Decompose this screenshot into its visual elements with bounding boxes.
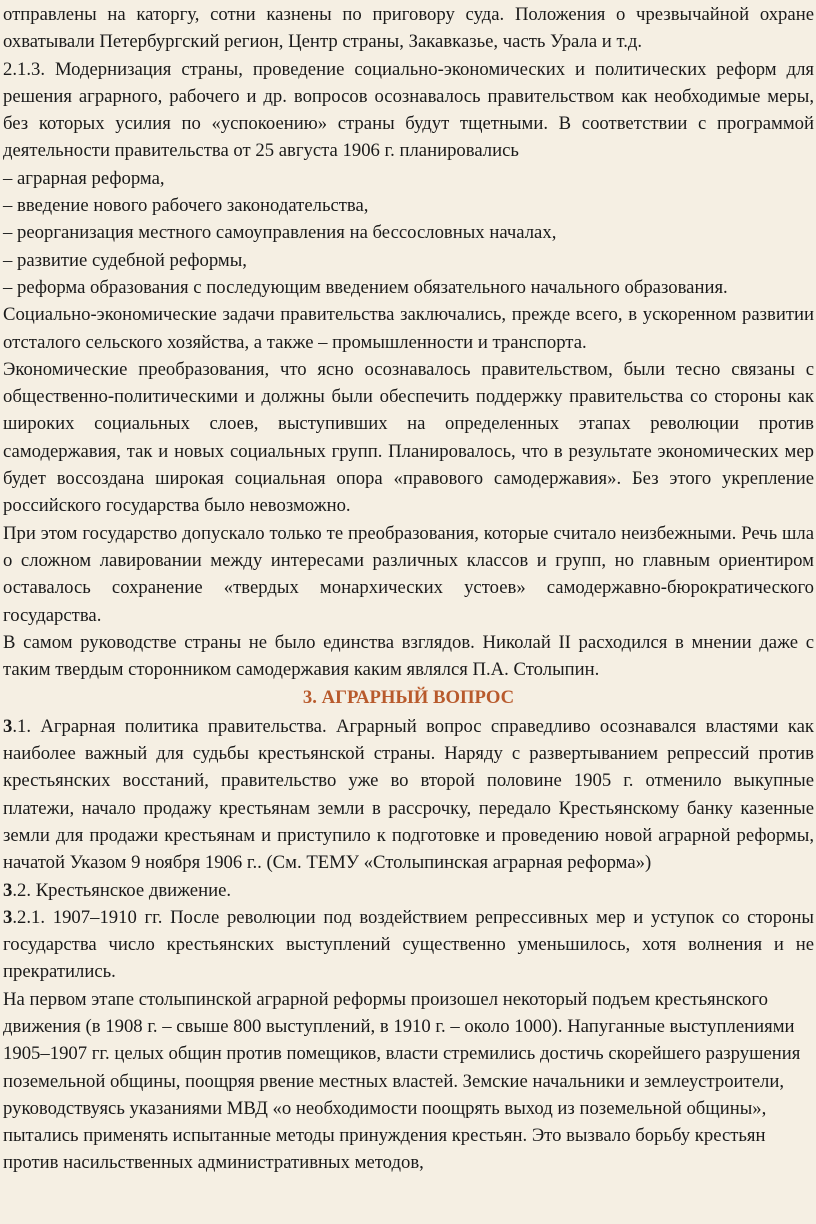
paragraph: На первом этапе столыпинской аграрной реформы произошел некоторый подъем крестьянского движения (в 1908 г. – свыше 800 выступлений, в 1910 г. – около 1000). Напуганные выступлениями 1905–1907 гг. целых общин против помещиков, власти стремились достичь скорейшего разрушения поземельной общины, поощряя рвение местных властей. Земские начальники и землеустроители, руководствуясь указаниями МВД «о необходимости поощрять выход из поземельной общины», пытались применять испытанные методы принуждения крестьян. Это вызвало борьбу крестьян против насильственных административных методов, [3, 988, 801, 1174]
paragraph: Экономические преобразования, что ясно осознавалось правительством, были тесно связаны с общественно-политическими и должны были обеспечить поддержку правительства со стороны как широких социальных слоев, выступивших на определенных этапах революции против самодержавия, так и новых социальных групп. Планировалось, что в результате экономических мер будет воссоздана широкая социальная опора «правового самодержавия». Без этого укрепление российского государства было невозможно. [3, 358, 814, 517]
paragraph-text: .2. Крестьянское движение. [12, 879, 232, 901]
numbered-paragraph [3, 713, 814, 877]
section-heading: 3. АГРАРНЫЙ ВОПРОС [302, 687, 515, 709]
paragraph: При этом государство допускало только те преобразования, которые считало неизбежными. Речь шла о сложном лавировании между интересами различных классов и групп, но главным ориентиром оставалось сохранение «твердых монархических устоев» самодержавно-бюрократического государства. [3, 522, 814, 626]
paragraph-text: .1. Аграрная политика правительства. Аграрный вопрос справедливо осознавался властями как наиболее важный для судьбы крестьянской страны. Наряду с развертыванием репрессий против крестьянских восстаний, правительство уже во второй половине 1905 г. отменило выкупные платежи, начало продажу крестьянам земли в рассрочку, передало Крестьянскому банку казенные земли для продажи крестьянам и приступило к подготовке и проведению новой аграрной реформы, начатой Указом 9 ноября 1906 г.. (См. ТЕМУ «Столыпинская аграрная реформа») [3, 715, 814, 874]
numbered-paragraph [3, 904, 814, 986]
paragraph: Социально-экономические задачи правительства заключались, прежде всего, в ускоренном развитии отсталого сельского хозяйства, а также – промышленности и транспорта. [3, 304, 814, 353]
list-item: – реформа образования с последующим введением обязательного начального образования. [3, 276, 728, 298]
section-number: 3 [3, 906, 13, 928]
list-item: – аграрная реформа, [3, 167, 165, 189]
list-item: – введение нового рабочего законодательства, [3, 195, 369, 217]
list-item: – реорганизация местного самоуправления на бессословных началах, [3, 222, 557, 244]
section-number: 3 [3, 715, 13, 737]
paragraph: В самом руководстве страны не было единства взглядов. Николай II расходился в мнении даже с таким твердым сторонником самодержавия каким являлся П.А. Столыпин. [3, 631, 814, 681]
paragraph-text: .2.1. 1907–1910 гг. После революции под воздействием репрессивных мер и уступок со стороны государства число крестьянских выступлений существенно уменьшилось, хотя волнения и не прекратились. [3, 906, 814, 983]
paragraph: отправлены на каторгу, сотни казнены по приговору суда. Положения о чрезвычайной охране охватывали Петербургский регион, Центр страны, Закавказье, часть Урала и т.д. [3, 4, 814, 53]
numbered-paragraph [3, 877, 814, 904]
paragraph: 2.1.3. Модернизация страны, проведение социально-экономических и политических реформ для решения аграрного, рабочего и др. вопросов осознавалось правительством как необходимые меры, без которых усилия по «успокоению» страны будут тщетными. В соответствии с программой деятельности правительства от 25 августа 1906 г. планировались [3, 58, 814, 162]
section-number: 3 [3, 879, 13, 901]
list-item: – развитие судебной реформы, [3, 249, 247, 271]
